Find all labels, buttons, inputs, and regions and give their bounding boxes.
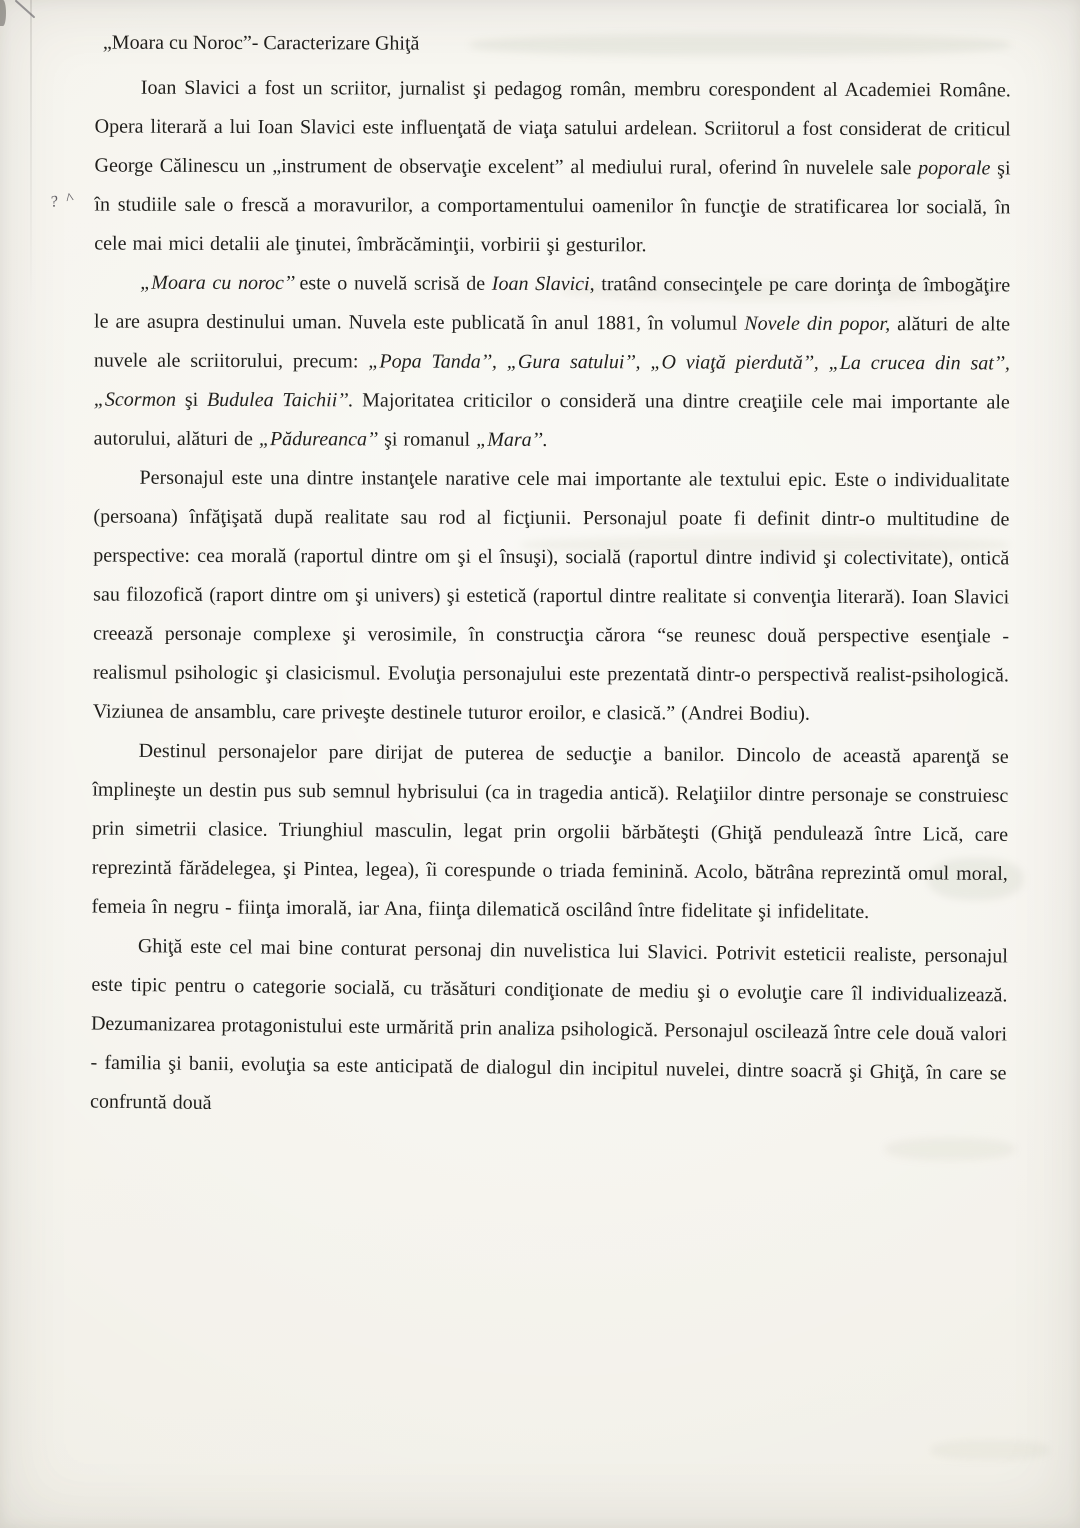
italic-text: „Popa Tanda’’, „Gura satului’’, „O viaţă pierdută’’, „La crucea din sat’’, „Scormon [93, 350, 1010, 411]
body-text: şi romanul [378, 428, 477, 451]
italic-text: „Moara cu noroc’’ [140, 271, 300, 295]
italic-text: Novele din popor, [744, 312, 891, 336]
body-text: Personajul este una dintre instanţele narative cele mai importante ale textului epic. Este o individualitate (persoana) înfăţişată după realitate sau rod al ficţiunii. Personajul poate fi definit dintr-o multitudine de perspective: cea morală (raportul dintre om şi el însuşi), socială (raportul dintre individ şi colectivitate), ontică sau filozofică (raport dintre om şi univers) şi estetică (raportul dintre realitate si convenţia literară). Ioan Slavici creează personaje complexe şi verosimile, în construcţia cărora “se reunesc două perspective esenţiale - realismul psihologic şi clasicismul. Evoluţia personajului este prezentată dintr-o perspectivă realist-psihologică. Viziunea de ansamblu, care priveşte destinele tuturor eroilor, e clasică.” (Andrei Bodiu). [92, 466, 1010, 725]
body-text: Destinul personajelor pare dirijat de puterea de seducţie a banilor. Dincolo de această aparenţă se împlineşte un destin pus sub semnul hybrisului (ca in tragedia antică). Relaţiilor dintre personaje se construiesc prin simetrii clasice. Triunghiul masculin, legat prin orgolii bărbăteşti (Ghiţă pendulează între Lică, care reprezintă fărădelegea, şi Pintea, legea), îi corespunde o triada feminină. Acolo, bătrâna reprezintă omul moral, femeia în negru - fiinţa imorală, iar Ana, fiinţa dilematică oscilând între fidelitate şi infidelitate. [91, 739, 1009, 923]
body-text: şi [176, 388, 208, 411]
italic-text: Budulea Taichii’’. [206, 388, 354, 412]
page-edge-mark [0, 0, 6, 26]
body-text: Ioan Slavici a fost un scriitor, jurnalist şi pedagog român, membru corespondent al Academiei Române. Opera literară a lui Ioan Slavici este influenţată de viaţa satului ardelean. Scriitorul a fost considerat de criticul George Călinescu un „instrument de observaţie excelent” al mediului rural, oferind în nuvelele sale [94, 76, 1011, 180]
body-text: , tratând consecinţele pe care dorinţa de îmbogăţire le are asupra destinului uman. Nuvela este publicată în anul 1881, în volumul [94, 273, 1011, 335]
paragraph [94, 264, 1011, 462]
body-text: Ghiţă este cel mai bine conturat personaj din nuvelistica lui Slavici. Potrivit esteticii realiste, personajul este tipic pentru o categorie socială, cu trăsături condiţionate de mediu şi o evoluţie care îl individualizează. Dezumanizarea protagonistului este urmărită prin analiza psihologică. Personajul oscilează între cele două valori - familia şi banii, evoluţia sa este anticipată de dialogul din incipitul nuvelei, dintre soacră şi Ghiţă, în care se confruntă două [89, 935, 1009, 1114]
paragraph [91, 732, 1008, 933]
handwritten-margin-note: ? ^ [48, 189, 76, 212]
italic-text: Ioan Slavici [491, 272, 590, 296]
italic-text: „Pădureanca’’ [258, 428, 379, 451]
body-text: este o nuvelă scrisă de [299, 272, 492, 295]
scan-smudge [885, 1138, 1015, 1160]
paragraph [93, 459, 1010, 735]
italic-text: poporale [918, 157, 991, 180]
italic-text: „Mara’’. [476, 428, 548, 451]
body-text: Majoritatea criticilor o consideră una dintre creaţiile cele mai importante ale autorului, alături de [93, 389, 1010, 451]
paragraph [90, 927, 1008, 1133]
scan-smudge [930, 1440, 1050, 1460]
pen-corner-mark [15, 0, 36, 18]
document-body [89, 23, 1011, 1125]
paragraph [94, 69, 1011, 267]
body-text: şi în studiile sale o frescă a moravurilor, a comportamentului oamenilor în funcţie de stratificarea lor socială, în cele mai mici detalii ale ţinutei, îmbrăcăminţii, vorbirii şi gesturilor. [94, 157, 1011, 257]
scan-crease [30, 0, 32, 310]
document-title: „Moara cu Noroc”- Caracterizare Ghiţă [102, 31, 420, 55]
paragraph-list [89, 69, 1011, 1125]
body-text: alături de alte nuvele ale scriitorului, precum: [93, 313, 1011, 373]
